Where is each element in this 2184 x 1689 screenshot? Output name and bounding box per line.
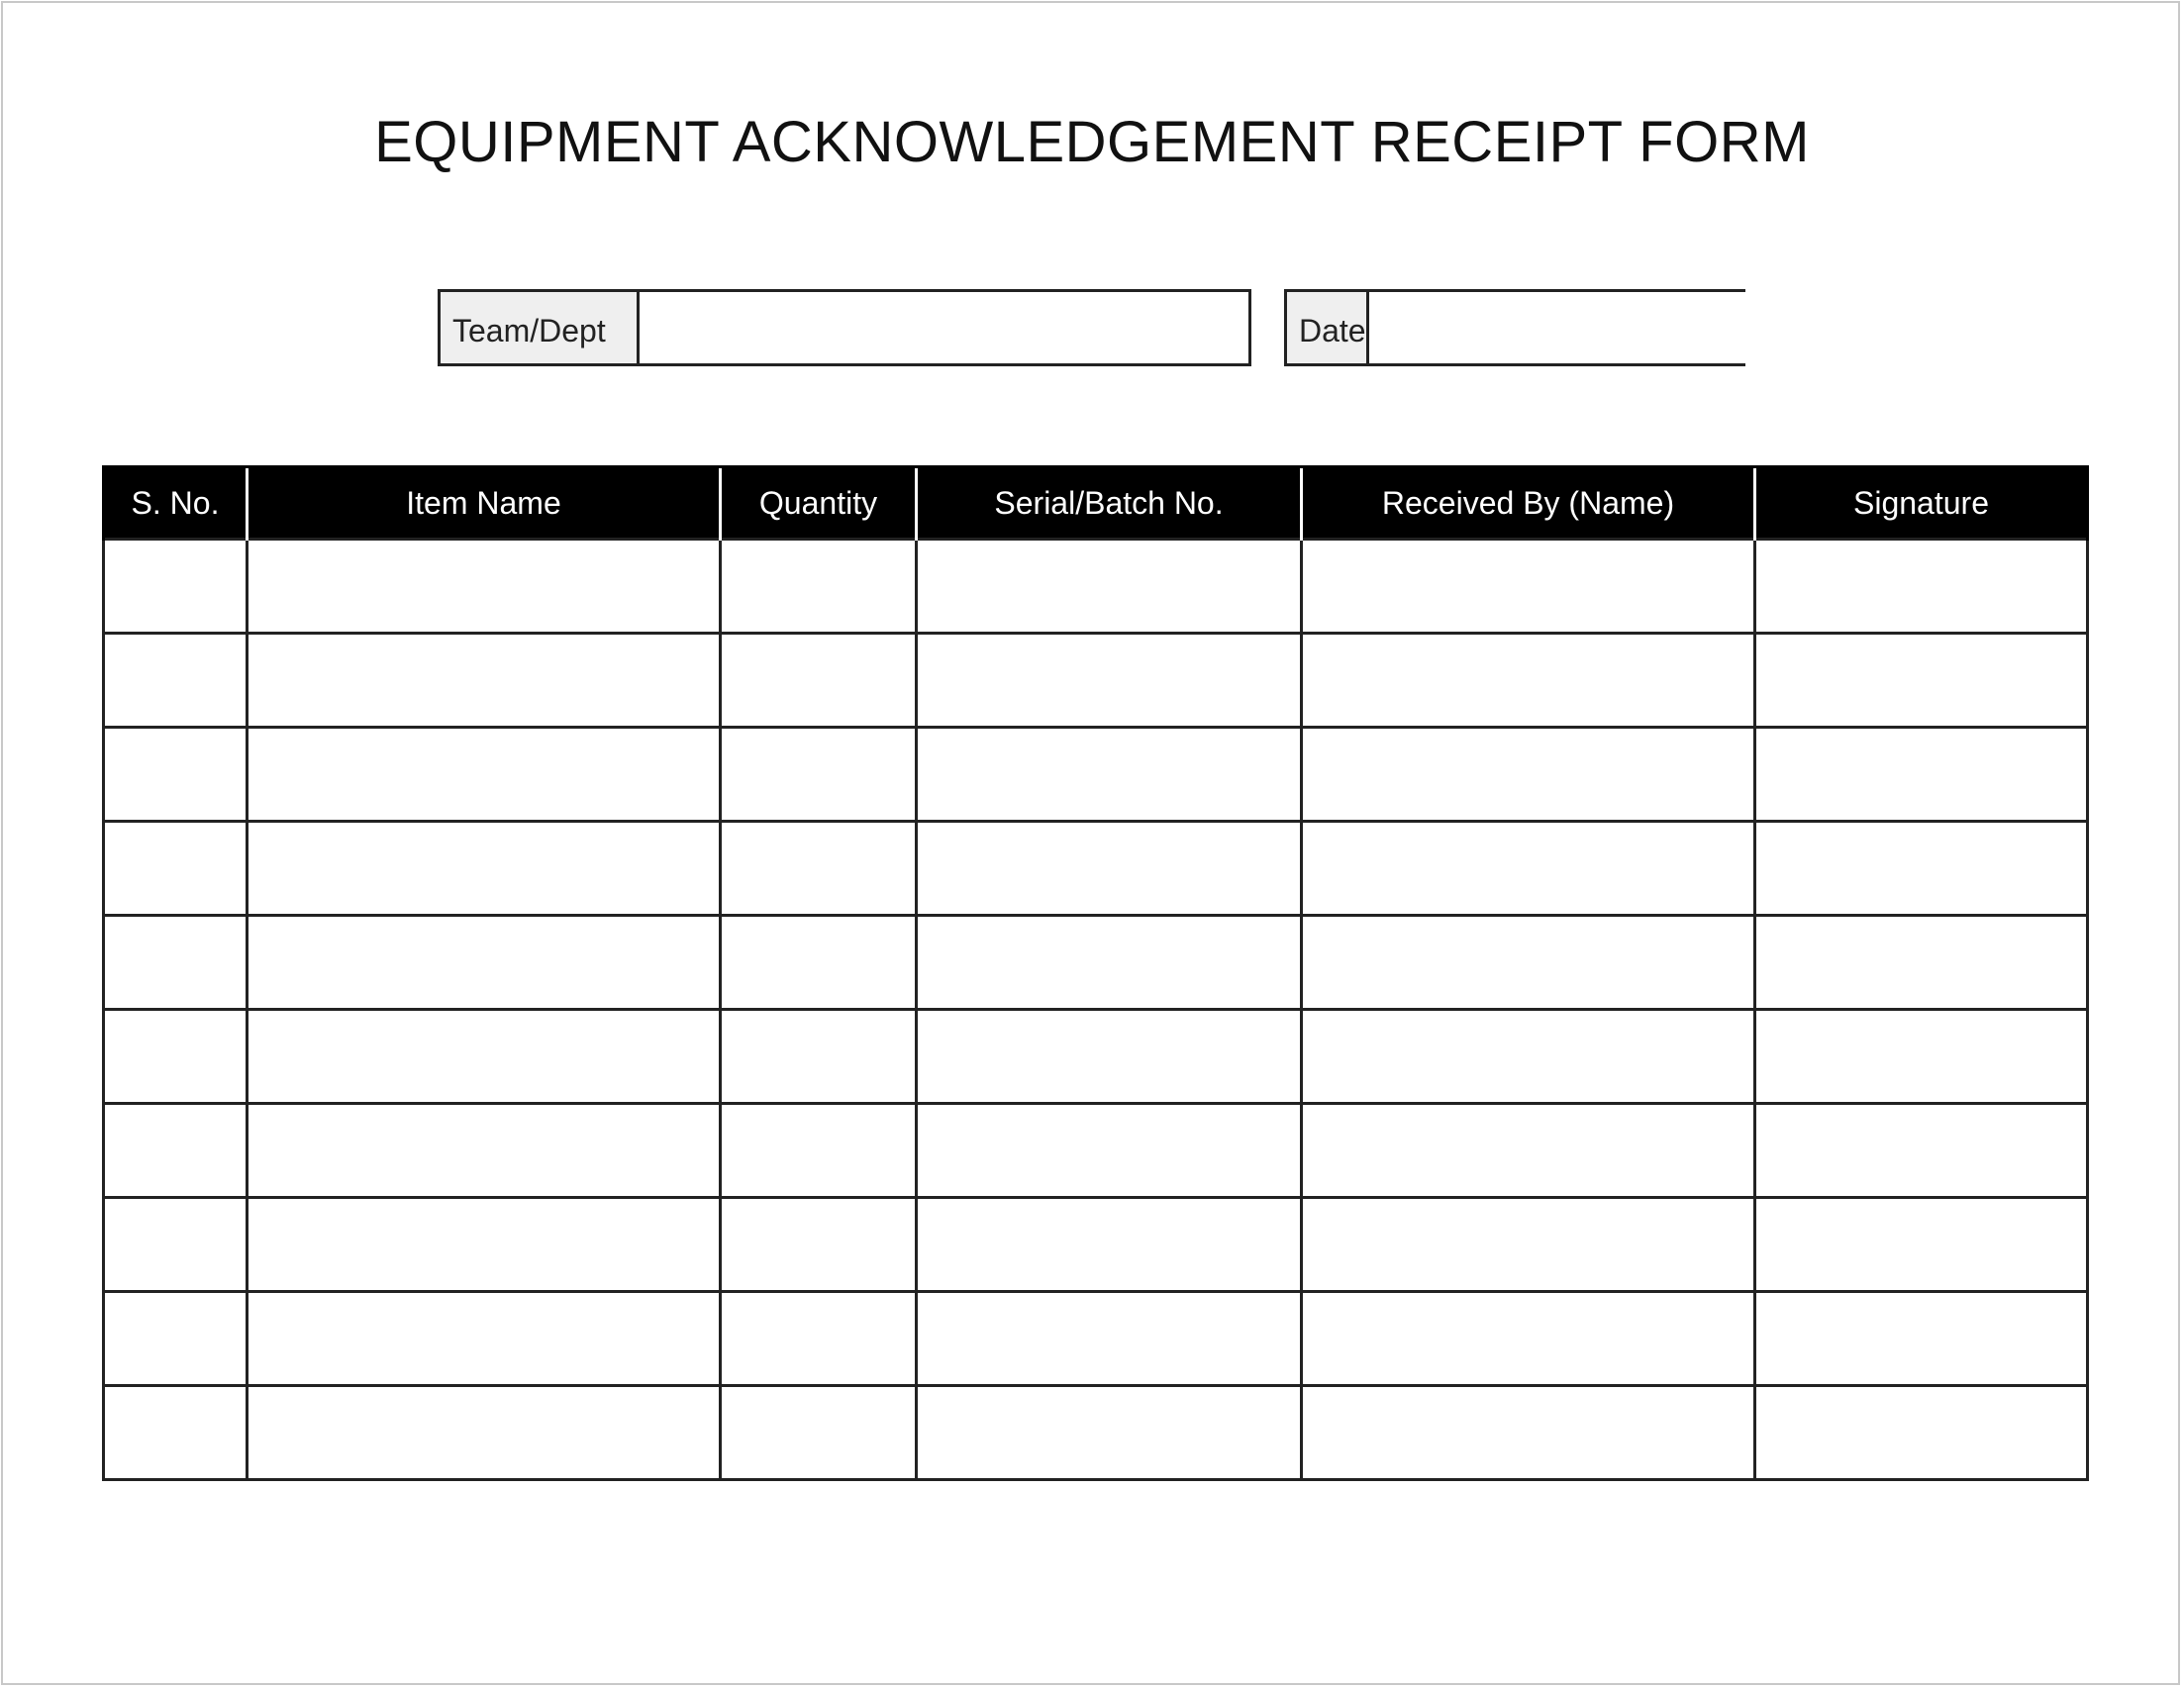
serial-number-cell[interactable] [104,822,248,916]
table-row [104,822,2088,916]
signature-cell[interactable] [1755,1010,2088,1104]
table-row [104,1104,2088,1198]
serial-number-cell[interactable] [104,634,248,728]
item-name-cell[interactable] [248,728,721,822]
serial-number-cell[interactable] [104,1010,248,1104]
serial-batch-no-cell[interactable] [917,822,1302,916]
serial-batch-no-cell[interactable] [917,1010,1302,1104]
signature-cell[interactable] [1755,634,2088,728]
header-received-by: Received By (Name) [1302,467,1755,540]
item-name-cell[interactable] [248,1198,721,1292]
serial-batch-no-cell[interactable] [917,728,1302,822]
received-by-cell[interactable] [1302,1386,1755,1480]
serial-batch-no-cell[interactable] [917,1386,1302,1480]
serial-batch-no-cell[interactable] [917,540,1302,634]
item-name-cell[interactable] [248,1104,721,1198]
serial-number-cell[interactable] [104,540,248,634]
received-by-cell[interactable] [1302,1198,1755,1292]
received-by-cell[interactable] [1302,634,1755,728]
serial-batch-no-cell[interactable] [917,634,1302,728]
form-title: EQUIPMENT ACKNOWLEDGEMENT RECEIPT FORM [374,110,1810,174]
serial-number-cell[interactable] [104,1292,248,1386]
received-by-cell[interactable] [1302,822,1755,916]
serial-number-cell[interactable] [104,916,248,1010]
header-serial-batch-no: Serial/Batch No. [917,467,1302,540]
serial-number-cell[interactable] [104,1198,248,1292]
header-item-name: Item Name [248,467,721,540]
received-by-cell[interactable] [1302,1292,1755,1386]
quantity-cell[interactable] [721,728,917,822]
quantity-cell[interactable] [721,916,917,1010]
table-row [104,634,2088,728]
serial-batch-no-cell[interactable] [917,1198,1302,1292]
team-dept-field-group [438,289,1251,366]
serial-batch-no-cell[interactable] [917,1104,1302,1198]
signature-cell[interactable] [1755,916,2088,1010]
table-body [104,540,2088,1480]
item-name-cell[interactable] [248,634,721,728]
serial-number-cell[interactable] [104,1386,248,1480]
signature-cell[interactable] [1755,1386,2088,1480]
signature-cell[interactable] [1755,1292,2088,1386]
item-name-cell[interactable] [248,1292,721,1386]
header-signature: Signature [1755,467,2088,540]
date-input[interactable] [1369,292,1775,363]
table-row [104,1386,2088,1480]
item-name-cell[interactable] [248,1010,721,1104]
equipment-receipt-table [102,465,2089,1481]
quantity-cell[interactable] [721,540,917,634]
item-name-cell[interactable] [248,916,721,1010]
table-row [104,916,2088,1010]
date-label: Date [1287,292,1369,363]
received-by-cell[interactable] [1302,1104,1755,1198]
item-name-cell[interactable] [248,540,721,634]
quantity-cell[interactable] [721,1198,917,1292]
serial-batch-no-cell[interactable] [917,916,1302,1010]
quantity-cell[interactable] [721,1386,917,1480]
quantity-cell[interactable] [721,1292,917,1386]
quantity-cell[interactable] [721,822,917,916]
team-dept-input[interactable] [640,292,1248,363]
date-field-group [1284,289,1745,366]
serial-number-cell[interactable] [104,1104,248,1198]
quantity-cell[interactable] [721,1104,917,1198]
table-row [104,1010,2088,1104]
received-by-cell[interactable] [1302,916,1755,1010]
quantity-cell[interactable] [721,634,917,728]
signature-cell[interactable] [1755,540,2088,634]
received-by-cell[interactable] [1302,1010,1755,1104]
table-row [104,1292,2088,1386]
signature-cell[interactable] [1755,1198,2088,1292]
received-by-cell[interactable] [1302,728,1755,822]
table-row [104,540,2088,634]
item-name-cell[interactable] [248,1386,721,1480]
signature-cell[interactable] [1755,728,2088,822]
table-row [104,1198,2088,1292]
header-serial-number: S. No. [104,467,248,540]
received-by-cell[interactable] [1302,540,1755,634]
header-quantity: Quantity [721,467,917,540]
table-header-row [104,467,2088,540]
table-row [104,728,2088,822]
quantity-cell[interactable] [721,1010,917,1104]
signature-cell[interactable] [1755,1104,2088,1198]
item-name-cell[interactable] [248,822,721,916]
signature-cell[interactable] [1755,822,2088,916]
serial-batch-no-cell[interactable] [917,1292,1302,1386]
team-dept-label: Team/Dept [441,292,640,363]
serial-number-cell[interactable] [104,728,248,822]
